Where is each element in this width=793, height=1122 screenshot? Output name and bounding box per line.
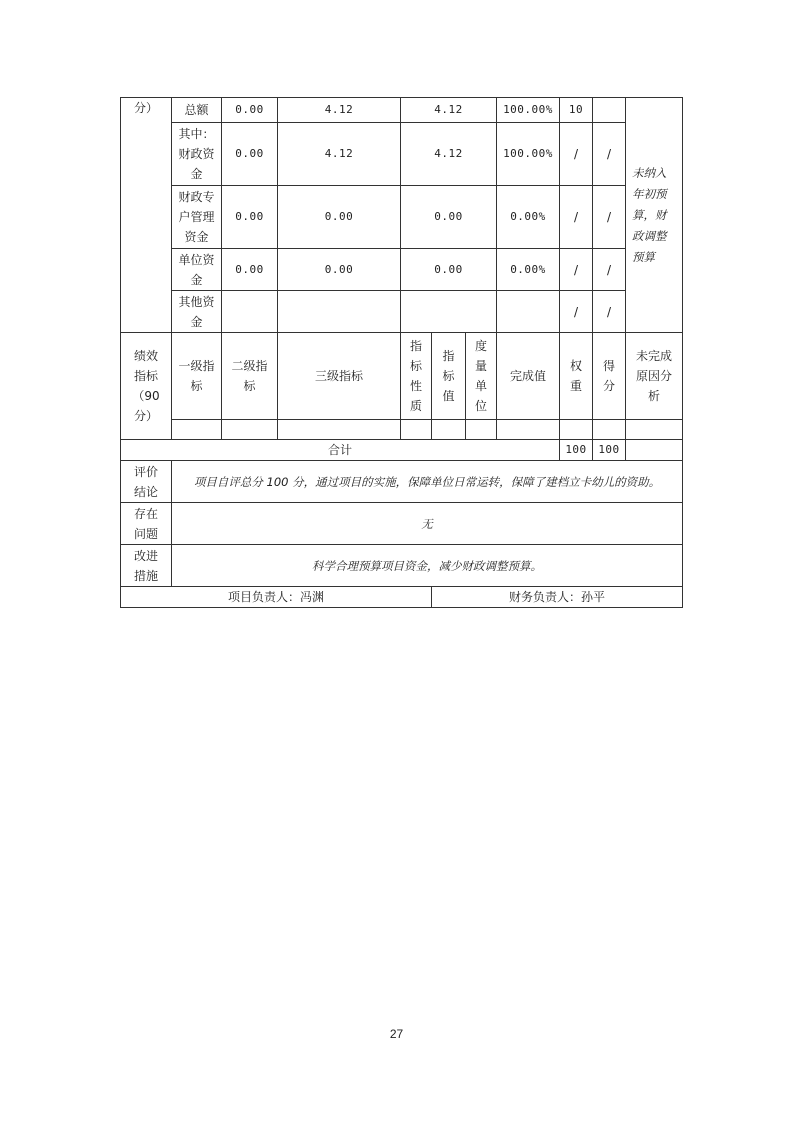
header-nature <box>401 333 432 420</box>
budget-row-fiscal <box>121 123 683 186</box>
budget-full-year: 4.12 <box>278 98 401 123</box>
budget-initial: 0.00 <box>222 249 278 291</box>
empty-cell <box>497 420 560 440</box>
evaluation-label <box>121 461 172 503</box>
problems-row <box>121 503 683 545</box>
improvement-label-text: 改进措施 <box>133 548 158 583</box>
improvement-label <box>121 545 172 587</box>
budget-row-special-account <box>121 186 683 249</box>
budget-initial: 0.00 <box>222 98 278 123</box>
indicator-section-label-text: 绩效指标（90分） <box>132 349 160 423</box>
empty-cell <box>172 420 222 440</box>
budget-weight: 10 <box>560 98 593 123</box>
budget-full-year: 0.00 <box>278 186 401 249</box>
section-label-tail: 分） <box>121 98 172 333</box>
project-lead: 项目负责人：冯渊 <box>121 587 432 608</box>
budget-label-text: 其他资金 <box>178 294 215 329</box>
budget-label-text: 单位资金 <box>178 252 215 287</box>
budget-label <box>172 186 222 249</box>
budget-score <box>593 98 626 123</box>
budget-label-text: 财政专户管理资金 <box>178 190 215 244</box>
budget-label <box>172 249 222 291</box>
indicator-header-row <box>121 333 683 420</box>
budget-score: / <box>593 186 626 249</box>
budget-initial: 0.00 <box>222 186 278 249</box>
header-value <box>432 333 466 420</box>
header-completed: 完成值 <box>497 333 560 420</box>
budget-reason-cell <box>626 98 683 333</box>
performance-evaluation-table <box>120 97 683 608</box>
budget-rate <box>497 291 560 333</box>
evaluation-label-text: 评价结论 <box>133 464 158 499</box>
budget-full-year: 0.00 <box>278 249 401 291</box>
budget-label <box>172 291 222 333</box>
budget-row-total <box>121 98 683 123</box>
header-reason-text: 未完成原因分析 <box>635 349 672 403</box>
improvement-row <box>121 545 683 587</box>
empty-cell <box>278 420 401 440</box>
header-weight <box>560 333 593 420</box>
budget-reason-text: 未纳入年初预算，财政调整预算 <box>632 165 667 264</box>
budget-executed: 0.00 <box>401 186 497 249</box>
budget-score: / <box>593 291 626 333</box>
header-unit-text: 度量单位 <box>474 339 487 413</box>
problems-label <box>121 503 172 545</box>
header-level3: 三级指标 <box>278 333 401 420</box>
problems-text: 无 <box>172 503 683 545</box>
header-level2 <box>222 333 278 420</box>
budget-initial: 0.00 <box>222 123 278 186</box>
header-nature-text: 指标性质 <box>409 339 422 413</box>
empty-cell <box>432 420 466 440</box>
empty-cell <box>401 420 432 440</box>
improvement-text: 科学合理预算项目资金，减少财政调整预算。 <box>172 545 683 587</box>
empty-cell <box>593 420 626 440</box>
budget-row-other <box>121 291 683 333</box>
budget-rate: 0.00% <box>497 249 560 291</box>
budget-score: / <box>593 123 626 186</box>
empty-cell <box>560 420 593 440</box>
budget-weight: / <box>560 249 593 291</box>
evaluation-row <box>121 461 683 503</box>
budget-weight: / <box>560 123 593 186</box>
budget-label <box>172 123 222 186</box>
page-number: 27 <box>389 1027 404 1041</box>
total-label: 合计 <box>121 440 560 461</box>
budget-rate: 100.00% <box>497 123 560 186</box>
budget-weight: / <box>560 291 593 333</box>
budget-rate: 100.00% <box>497 98 560 123</box>
signature-row <box>121 587 683 608</box>
total-score: 100 <box>593 440 626 461</box>
header-level1-text: 一级指标 <box>178 359 215 393</box>
budget-row-unit <box>121 249 683 291</box>
total-weight: 100 <box>560 440 593 461</box>
header-score-text: 得分 <box>602 359 615 393</box>
empty-cell <box>626 420 683 440</box>
budget-executed: 4.12 <box>401 123 497 186</box>
budget-label-text: 其中：财政资金 <box>178 127 215 181</box>
budget-label: 总额 <box>172 98 222 123</box>
budget-weight: / <box>560 186 593 249</box>
header-score <box>593 333 626 420</box>
budget-rate: 0.00% <box>497 186 560 249</box>
budget-score: / <box>593 249 626 291</box>
empty-cell <box>222 420 278 440</box>
evaluation-text: 项目自评总分 100 分，通过项目的实施，保障单位日常运转，保障了建档立卡幼儿的资助。 <box>172 461 683 503</box>
budget-executed: 4.12 <box>401 98 497 123</box>
budget-executed <box>401 291 497 333</box>
header-unit <box>466 333 497 420</box>
header-level2-text: 二级指标 <box>231 359 268 393</box>
total-row <box>121 440 683 461</box>
header-weight-text: 权重 <box>569 359 582 393</box>
budget-initial <box>222 291 278 333</box>
problems-label-text: 存在问题 <box>133 506 158 541</box>
budget-executed: 0.00 <box>401 249 497 291</box>
budget-full-year <box>278 291 401 333</box>
budget-full-year: 4.12 <box>278 123 401 186</box>
empty-cell <box>466 420 497 440</box>
header-level1 <box>172 333 222 420</box>
indicator-section-label <box>121 333 172 440</box>
header-value-text: 指标值 <box>442 349 455 403</box>
indicator-empty-row <box>121 420 683 440</box>
header-reason <box>626 333 683 420</box>
finance-lead: 财务负责人：孙平 <box>432 587 683 608</box>
empty-cell <box>626 440 683 461</box>
